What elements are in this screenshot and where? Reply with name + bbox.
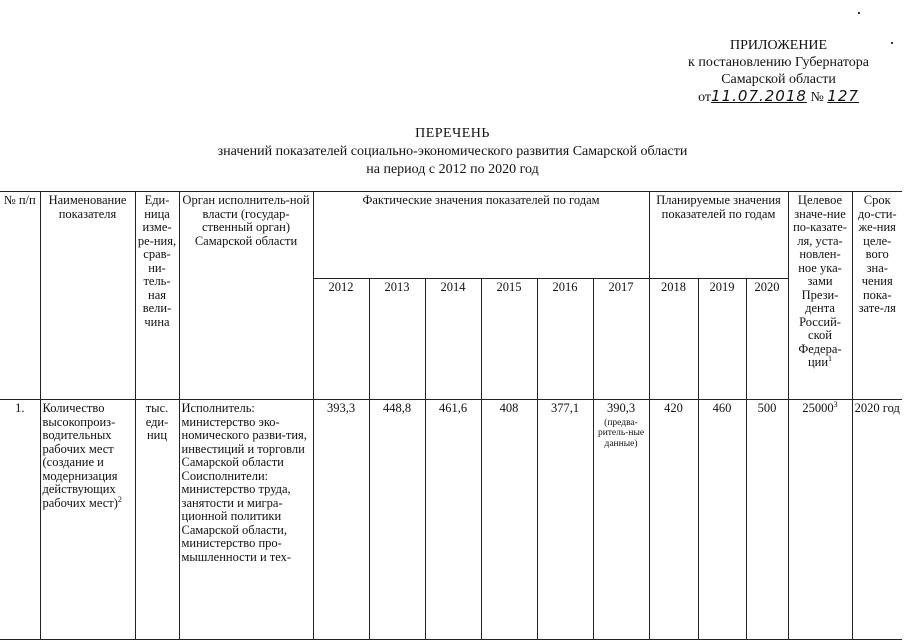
year-cell: 2019: [698, 279, 746, 400]
header-target-sup: 1: [828, 353, 833, 363]
row-name-text: Количество высокопроиз-водительных рабочих мест (создание и модернизация действующих рабочих мест): [42, 401, 118, 510]
year-cell: 2020: [746, 279, 788, 400]
row-name: [40, 400, 135, 640]
title-line3: на период с 2012 по 2020 год: [366, 162, 539, 177]
row-org: [179, 400, 313, 640]
actual-value-2012: 393,3: [313, 400, 369, 640]
row-num: 1.: [0, 400, 40, 640]
year-cell: 2013: [369, 279, 425, 400]
appendix-block: [688, 37, 869, 106]
row-unit: тыс. еди-ниц: [135, 400, 179, 640]
planned-value-2020: 500: [746, 400, 788, 640]
row-name-sup: 2: [117, 494, 122, 504]
title-line2: значений показателей социально-экономического развития Самарской области: [217, 144, 688, 159]
actual-value-2016: 377,1: [537, 400, 593, 640]
header-target-text: Целевое значе-ние по-казате-ля, уста-новлен-ное ука-зами Прези-дента Россий-ской Федера-ции: [793, 193, 847, 369]
scan-speck: [891, 42, 893, 44]
handwritten-number: 127: [827, 87, 859, 105]
deadline-value: 2020 год: [852, 400, 902, 640]
header-actual: Фактические значения показателей по годам: [313, 192, 649, 279]
actual-value-2014: 461,6: [425, 400, 481, 640]
year-cell: 2014: [425, 279, 481, 400]
year-cell: 2017: [593, 279, 649, 400]
year-cell: 2016: [537, 279, 593, 400]
target-value-sup: 3: [833, 399, 838, 409]
actual-value-2013: 448,8: [369, 400, 425, 640]
target-value: [788, 400, 852, 640]
planned-value-2019: 460: [698, 400, 746, 640]
header-target: [788, 192, 852, 400]
year-cell: 2012: [313, 279, 369, 400]
table-row: [0, 400, 902, 640]
header-planned: Планируемые значения показателей по годам: [649, 192, 788, 279]
year-cell: 2015: [481, 279, 537, 400]
row-org-coexecutors: Соисполнители: министерство труда, занятости и мигра-ционной политики Самарской области, министерство про-мышленности и тех-: [181, 468, 292, 564]
header-num: № п/п: [0, 192, 40, 400]
appendix-date-line: [688, 88, 869, 106]
target-value-number: 25000: [802, 401, 834, 415]
year-cell: 2018: [649, 279, 698, 400]
actual-value-2017-number: 390,3: [606, 401, 636, 415]
actual-value-2015: 408: [481, 400, 537, 640]
number-label: №: [810, 90, 824, 105]
header-deadline: Срок до-сти-же-ния целе-вого зна-чения пока-зате-ля: [852, 192, 902, 400]
preliminary-note: (предва-ритель-ные данные): [597, 417, 645, 449]
header-org: Орган исполнитель-ной власти (государ-ственный орган) Самарской области: [179, 192, 313, 400]
header-name: Наименование показателя: [40, 192, 135, 400]
actual-value-2017: [593, 400, 649, 640]
row-org-executor: Исполнитель: министерство эко-номического разви-тия, инвестиций и торговли Самарской области: [181, 401, 307, 469]
appendix-line1: к постановлению Губернатора: [688, 55, 869, 70]
from-label: от: [698, 90, 712, 105]
indicators-table: [0, 191, 902, 640]
handwritten-date: 11.07.2018: [711, 87, 807, 105]
header-unit: Еди-ница изме-ре-ния, срав-ни-тель-ная вели-чина: [135, 192, 179, 400]
appendix-heading: ПРИЛОЖЕНИЕ: [729, 38, 828, 53]
document-title: [0, 125, 905, 179]
planned-value-2018: 420: [649, 400, 698, 640]
title-main: ПЕРЕЧЕНЬ: [415, 126, 490, 141]
appendix-line2: Самарской области: [721, 72, 836, 87]
scan-speck: [858, 12, 860, 14]
